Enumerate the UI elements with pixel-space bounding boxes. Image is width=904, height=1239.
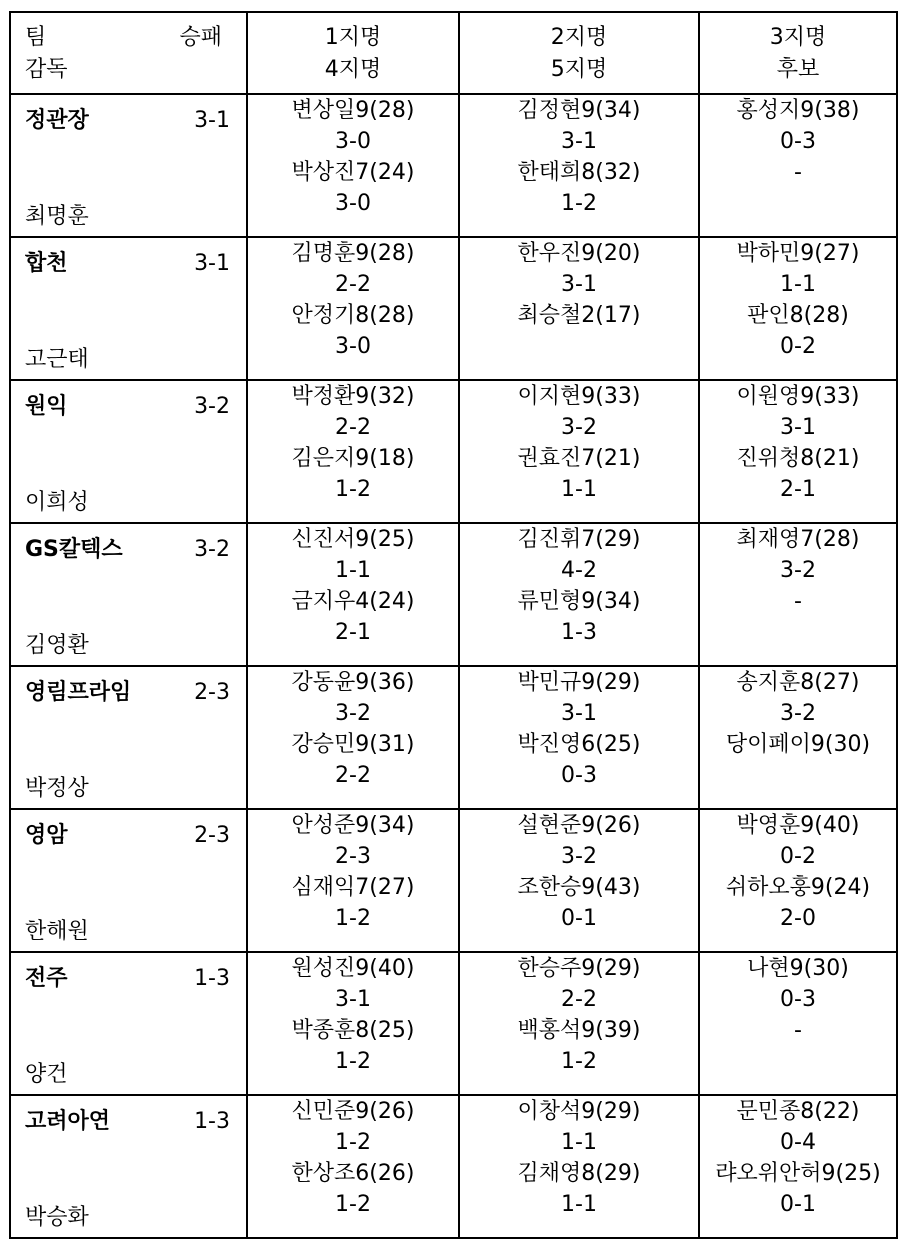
player-record: 3-0 [335, 191, 371, 216]
player-name: 박상진7(24) [291, 160, 415, 185]
player-name: 최재영7(28) [736, 527, 860, 552]
team-row [10, 237, 897, 380]
team-cell [10, 94, 247, 237]
player-record: 1-2 [335, 1192, 371, 1217]
player-name: 한우진9(20) [517, 241, 641, 266]
pick-cell-col2 [247, 1095, 459, 1238]
player-name: 김정현9(34) [517, 98, 641, 123]
player-record [700, 760, 896, 791]
player-name: 안정기8(28) [291, 303, 415, 328]
player-record: 3-2 [780, 701, 816, 726]
player-name: 강승민9(31) [291, 732, 415, 757]
player-record: 1-1 [561, 477, 597, 502]
player-record: 3-0 [335, 334, 371, 359]
player-record: 2-3 [335, 844, 371, 869]
header-col2-line2: 4지명 [324, 57, 382, 82]
header-col2-line1: 1지명 [324, 25, 382, 50]
pick-cell-col2 [247, 666, 459, 809]
player-record [700, 617, 896, 648]
player-name: 한상조6(26) [291, 1161, 415, 1186]
player-name: - [794, 589, 802, 614]
team-record: 2-3 [194, 823, 230, 848]
player-record: 3-1 [561, 701, 597, 726]
team-record: 3-2 [194, 537, 230, 562]
header-col3 [459, 12, 699, 94]
player-record [700, 1046, 896, 1077]
player-record: 1-1 [335, 558, 371, 583]
player-name: 최승철2(17) [517, 303, 641, 328]
player-record: 2-0 [780, 906, 816, 931]
pick-cell-col3 [459, 237, 699, 380]
player-name: 변상일9(28) [291, 98, 415, 123]
header-col4-line1: 3지명 [769, 25, 827, 50]
player-name: 설현준9(26) [517, 813, 641, 838]
player-record: 3-2 [780, 558, 816, 583]
player-record: 3-2 [335, 701, 371, 726]
pick-cell-col3 [459, 809, 699, 952]
player-record: 2-1 [780, 477, 816, 502]
player-name: 심재익7(27) [291, 875, 415, 900]
pick-cell-col2 [247, 809, 459, 952]
team-coach: 최명훈 [25, 204, 89, 229]
player-record: 1-2 [561, 1049, 597, 1074]
pick-cell-col4 [699, 809, 897, 952]
team-name: 고려아연 [25, 1109, 111, 1134]
player-record: 0-1 [561, 906, 597, 931]
team-coach: 김영환 [25, 633, 89, 658]
team-record: 3-1 [194, 108, 230, 133]
team-name: 영암 [25, 823, 68, 848]
player-record: 1-2 [335, 1130, 371, 1155]
team-name: 원익 [25, 394, 68, 419]
header-col4 [699, 12, 897, 94]
pick-cell-col2 [247, 237, 459, 380]
team-coach: 박정상 [25, 776, 89, 801]
team-record: 3-1 [194, 251, 230, 276]
player-record: 1-2 [335, 1049, 371, 1074]
player-record: 4-2 [561, 558, 597, 583]
pick-cell-col2 [247, 952, 459, 1095]
player-name: 김은지9(18) [291, 446, 415, 471]
player-record: 0-3 [780, 129, 816, 154]
header-col3-line2: 5지명 [550, 57, 608, 82]
header-coach-label: 감독 [25, 57, 68, 82]
team-record: 2-3 [194, 680, 230, 705]
player-record: 0-3 [780, 987, 816, 1012]
draft-table [9, 11, 898, 1239]
player-name: 박민규9(29) [517, 670, 641, 695]
player-record: 3-0 [335, 129, 371, 154]
team-coach: 한해원 [25, 919, 89, 944]
player-name: 진위청8(21) [736, 446, 860, 471]
pick-cell-col4 [699, 380, 897, 523]
team-record: 1-3 [194, 966, 230, 991]
team-row [10, 380, 897, 523]
player-record: 1-2 [335, 477, 371, 502]
player-name: 신진서9(25) [291, 527, 415, 552]
player-record: 3-1 [335, 987, 371, 1012]
player-record: 0-2 [780, 844, 816, 869]
pick-cell-col4 [699, 952, 897, 1095]
pick-cell-col2 [247, 94, 459, 237]
header-team-label: 팀 [25, 25, 47, 50]
pick-cell-col4 [699, 94, 897, 237]
player-record [460, 331, 698, 362]
team-coach: 이희성 [25, 490, 89, 515]
player-name: - [794, 1018, 802, 1043]
player-name: 송지훈8(27) [736, 670, 860, 695]
team-cell [10, 952, 247, 1095]
player-record: 3-1 [561, 129, 597, 154]
player-name: 박하민9(27) [736, 241, 860, 266]
team-name: GS칼텍스 [25, 537, 123, 562]
player-name: 홍성지9(38) [736, 98, 860, 123]
team-cell [10, 1095, 247, 1238]
player-record: 2-1 [335, 620, 371, 645]
pick-cell-col2 [247, 380, 459, 523]
header-record-label: 승패 [179, 25, 222, 50]
player-name: 김진휘7(29) [517, 527, 641, 552]
player-record: 3-1 [561, 272, 597, 297]
player-record: 1-1 [780, 272, 816, 297]
player-name: 쉬하오훙9(24) [725, 875, 871, 900]
player-name: 김채영8(29) [517, 1161, 641, 1186]
player-record: 1-2 [335, 906, 371, 931]
player-name: 박종훈8(25) [291, 1018, 415, 1043]
player-record: 1-1 [561, 1130, 597, 1155]
player-record: 0-3 [561, 763, 597, 788]
team-cell [10, 666, 247, 809]
team-coach: 고근태 [25, 347, 89, 372]
player-record: 2-2 [561, 987, 597, 1012]
player-record: 3-1 [780, 415, 816, 440]
pick-cell-col4 [699, 523, 897, 666]
pick-cell-col4 [699, 666, 897, 809]
team-coach: 박승화 [25, 1205, 89, 1230]
player-name: 이원영9(33) [736, 384, 860, 409]
pick-cell-col3 [459, 94, 699, 237]
header-team-cell [10, 12, 247, 94]
player-name: 강동윤9(36) [291, 670, 415, 695]
player-name: 원성진9(40) [291, 956, 415, 981]
player-name: 나현9(30) [747, 956, 849, 981]
player-name: 조한승9(43) [517, 875, 641, 900]
player-name: 박정환9(32) [291, 384, 415, 409]
player-record: 0-2 [780, 334, 816, 359]
team-row [10, 952, 897, 1095]
team-name: 정관장 [25, 108, 89, 133]
team-row [10, 809, 897, 952]
player-name: 김명훈9(28) [291, 241, 415, 266]
player-name: 박진영6(25) [517, 732, 641, 757]
player-name: 권효진7(21) [517, 446, 641, 471]
pick-cell-col3 [459, 952, 699, 1095]
player-name: 백홍석9(39) [517, 1018, 641, 1043]
team-name: 영림프라임 [25, 680, 132, 705]
team-cell [10, 809, 247, 952]
player-name: 안성준9(34) [291, 813, 415, 838]
player-name: 류민형9(34) [517, 589, 641, 614]
player-record [700, 188, 896, 219]
team-cell [10, 523, 247, 666]
team-row [10, 523, 897, 666]
pick-cell-col4 [699, 237, 897, 380]
player-name: 랴오위안허9(25) [715, 1161, 881, 1186]
player-name: 당이페이9(30) [725, 732, 871, 757]
pick-cell-col3 [459, 666, 699, 809]
player-name: 판인8(28) [747, 303, 849, 328]
header-col3-line1: 2지명 [550, 25, 608, 50]
player-name: 한태희8(32) [517, 160, 641, 185]
pick-cell-col4 [699, 1095, 897, 1238]
player-record: 1-3 [561, 620, 597, 645]
player-name: 문민종8(22) [736, 1099, 860, 1124]
player-name: 박영훈9(40) [736, 813, 860, 838]
team-row [10, 94, 897, 237]
pick-cell-col2 [247, 523, 459, 666]
team-cell [10, 380, 247, 523]
team-coach: 양건 [25, 1062, 68, 1087]
player-name: 금지우4(24) [291, 589, 415, 614]
player-record: 2-2 [335, 415, 371, 440]
team-cell [10, 237, 247, 380]
team-name: 전주 [25, 966, 68, 991]
player-record: 0-1 [780, 1192, 816, 1217]
player-record: 1-1 [561, 1192, 597, 1217]
header-col4-line2: 후보 [776, 57, 820, 82]
pick-cell-col3 [459, 380, 699, 523]
player-name: - [794, 160, 802, 185]
player-record: 2-2 [335, 763, 371, 788]
player-record: 3-2 [561, 844, 597, 869]
player-name: 신민준9(26) [291, 1099, 415, 1124]
player-name: 이창석9(29) [517, 1099, 641, 1124]
team-row [10, 666, 897, 809]
pick-cell-col3 [459, 1095, 699, 1238]
player-record: 2-2 [335, 272, 371, 297]
player-record: 0-4 [780, 1130, 816, 1155]
player-record: 1-2 [561, 191, 597, 216]
header-col2 [247, 12, 459, 94]
team-name: 합천 [25, 251, 68, 276]
pick-cell-col3 [459, 523, 699, 666]
player-name: 이지현9(33) [517, 384, 641, 409]
team-record: 1-3 [194, 1109, 230, 1134]
player-record: 3-2 [561, 415, 597, 440]
team-record: 3-2 [194, 394, 230, 419]
player-name: 한승주9(29) [517, 956, 641, 981]
team-row [10, 1095, 897, 1238]
header-row [10, 12, 897, 94]
